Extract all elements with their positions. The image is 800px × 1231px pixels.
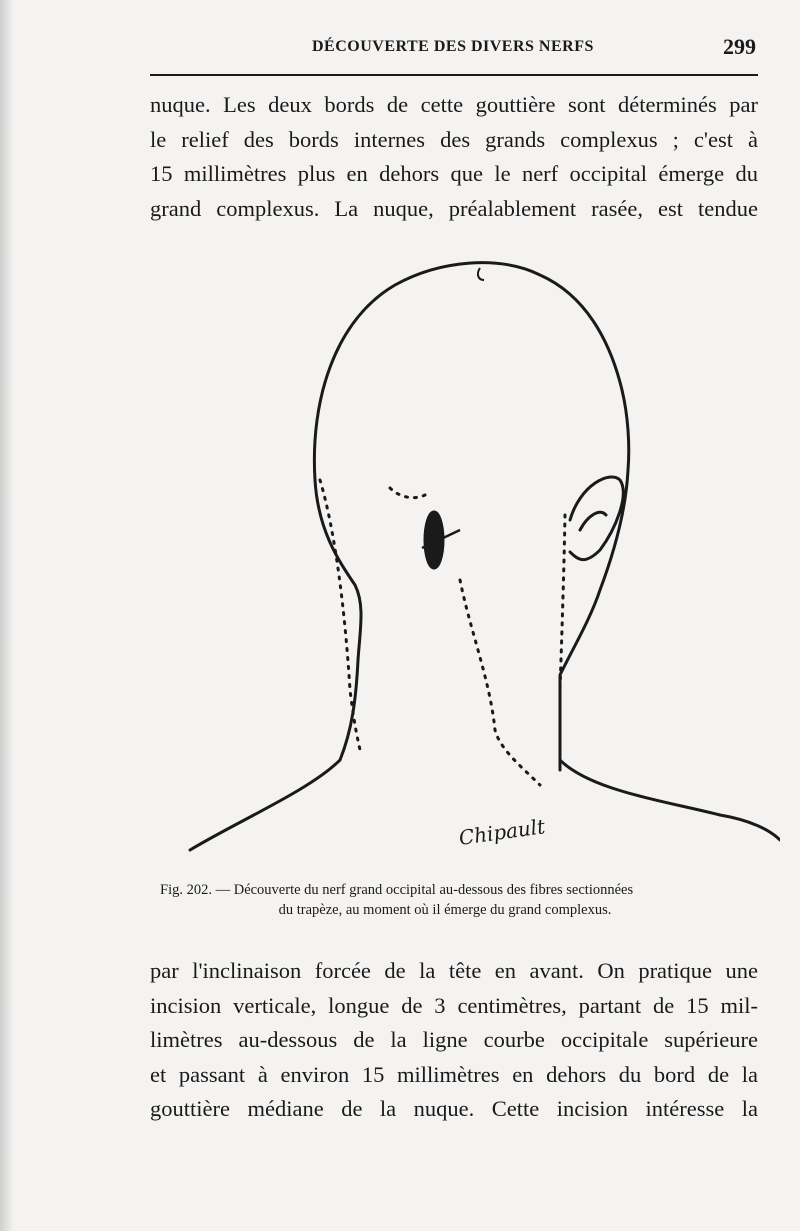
- text-line: le relief des bords internes des grands complexus ; c'est à: [150, 126, 758, 152]
- text-line: et passant à environ 15 millimètres en dehors du bord de la: [150, 1061, 758, 1087]
- text-line: par l'inclinaison forcée de la tête en avant. On pratique une: [150, 958, 758, 983]
- head-outline: [314, 263, 628, 770]
- running-header: [150, 34, 760, 64]
- text-line: grand complexus. La nuque, préalablement rasée, est tendue: [150, 195, 758, 221]
- shoulder-right: [560, 760, 780, 840]
- artist-signature: Chipault: [457, 814, 547, 850]
- figure-caption: [160, 880, 760, 920]
- dotted-occipital-line: [390, 488, 425, 498]
- paragraph-top: [150, 88, 758, 226]
- page-number: 299: [723, 34, 756, 59]
- shoulder-left: [190, 760, 340, 850]
- running-title: DÉCOUVERTE DES DIVERS NERFS: [312, 38, 594, 55]
- caption-line: du trapèze, au moment où il émerge du grand complexus.: [278, 902, 612, 918]
- incision-marker: [422, 512, 460, 568]
- text-line: limètres au-dessous de la ligne courbe occipitale supérieure: [150, 1027, 758, 1052]
- page-edge-shadow: [0, 0, 14, 1231]
- text-line: 15 millimètres plus en dehors que le nerf occipital émerge du: [150, 161, 758, 186]
- caption-line: Fig. 202. — Découverte du nerf grand occipital au-dessous des fibres sectionnées: [160, 882, 634, 898]
- header-rule: [150, 74, 758, 76]
- text-line: incision verticale, longue de 3 centimètres, partant de 15 mil-: [150, 992, 758, 1018]
- text-line: nuque. Les deux bords de cette gouttière sont déterminés par: [150, 92, 758, 117]
- paragraph-bottom: [150, 954, 758, 1127]
- head-back-view-illustration: [160, 230, 780, 880]
- text-line: gouttière médiane de la nuque. Cette incision intéresse la: [150, 1096, 758, 1121]
- figure-illustration: [160, 230, 780, 880]
- dotted-sternocleido: [460, 580, 540, 785]
